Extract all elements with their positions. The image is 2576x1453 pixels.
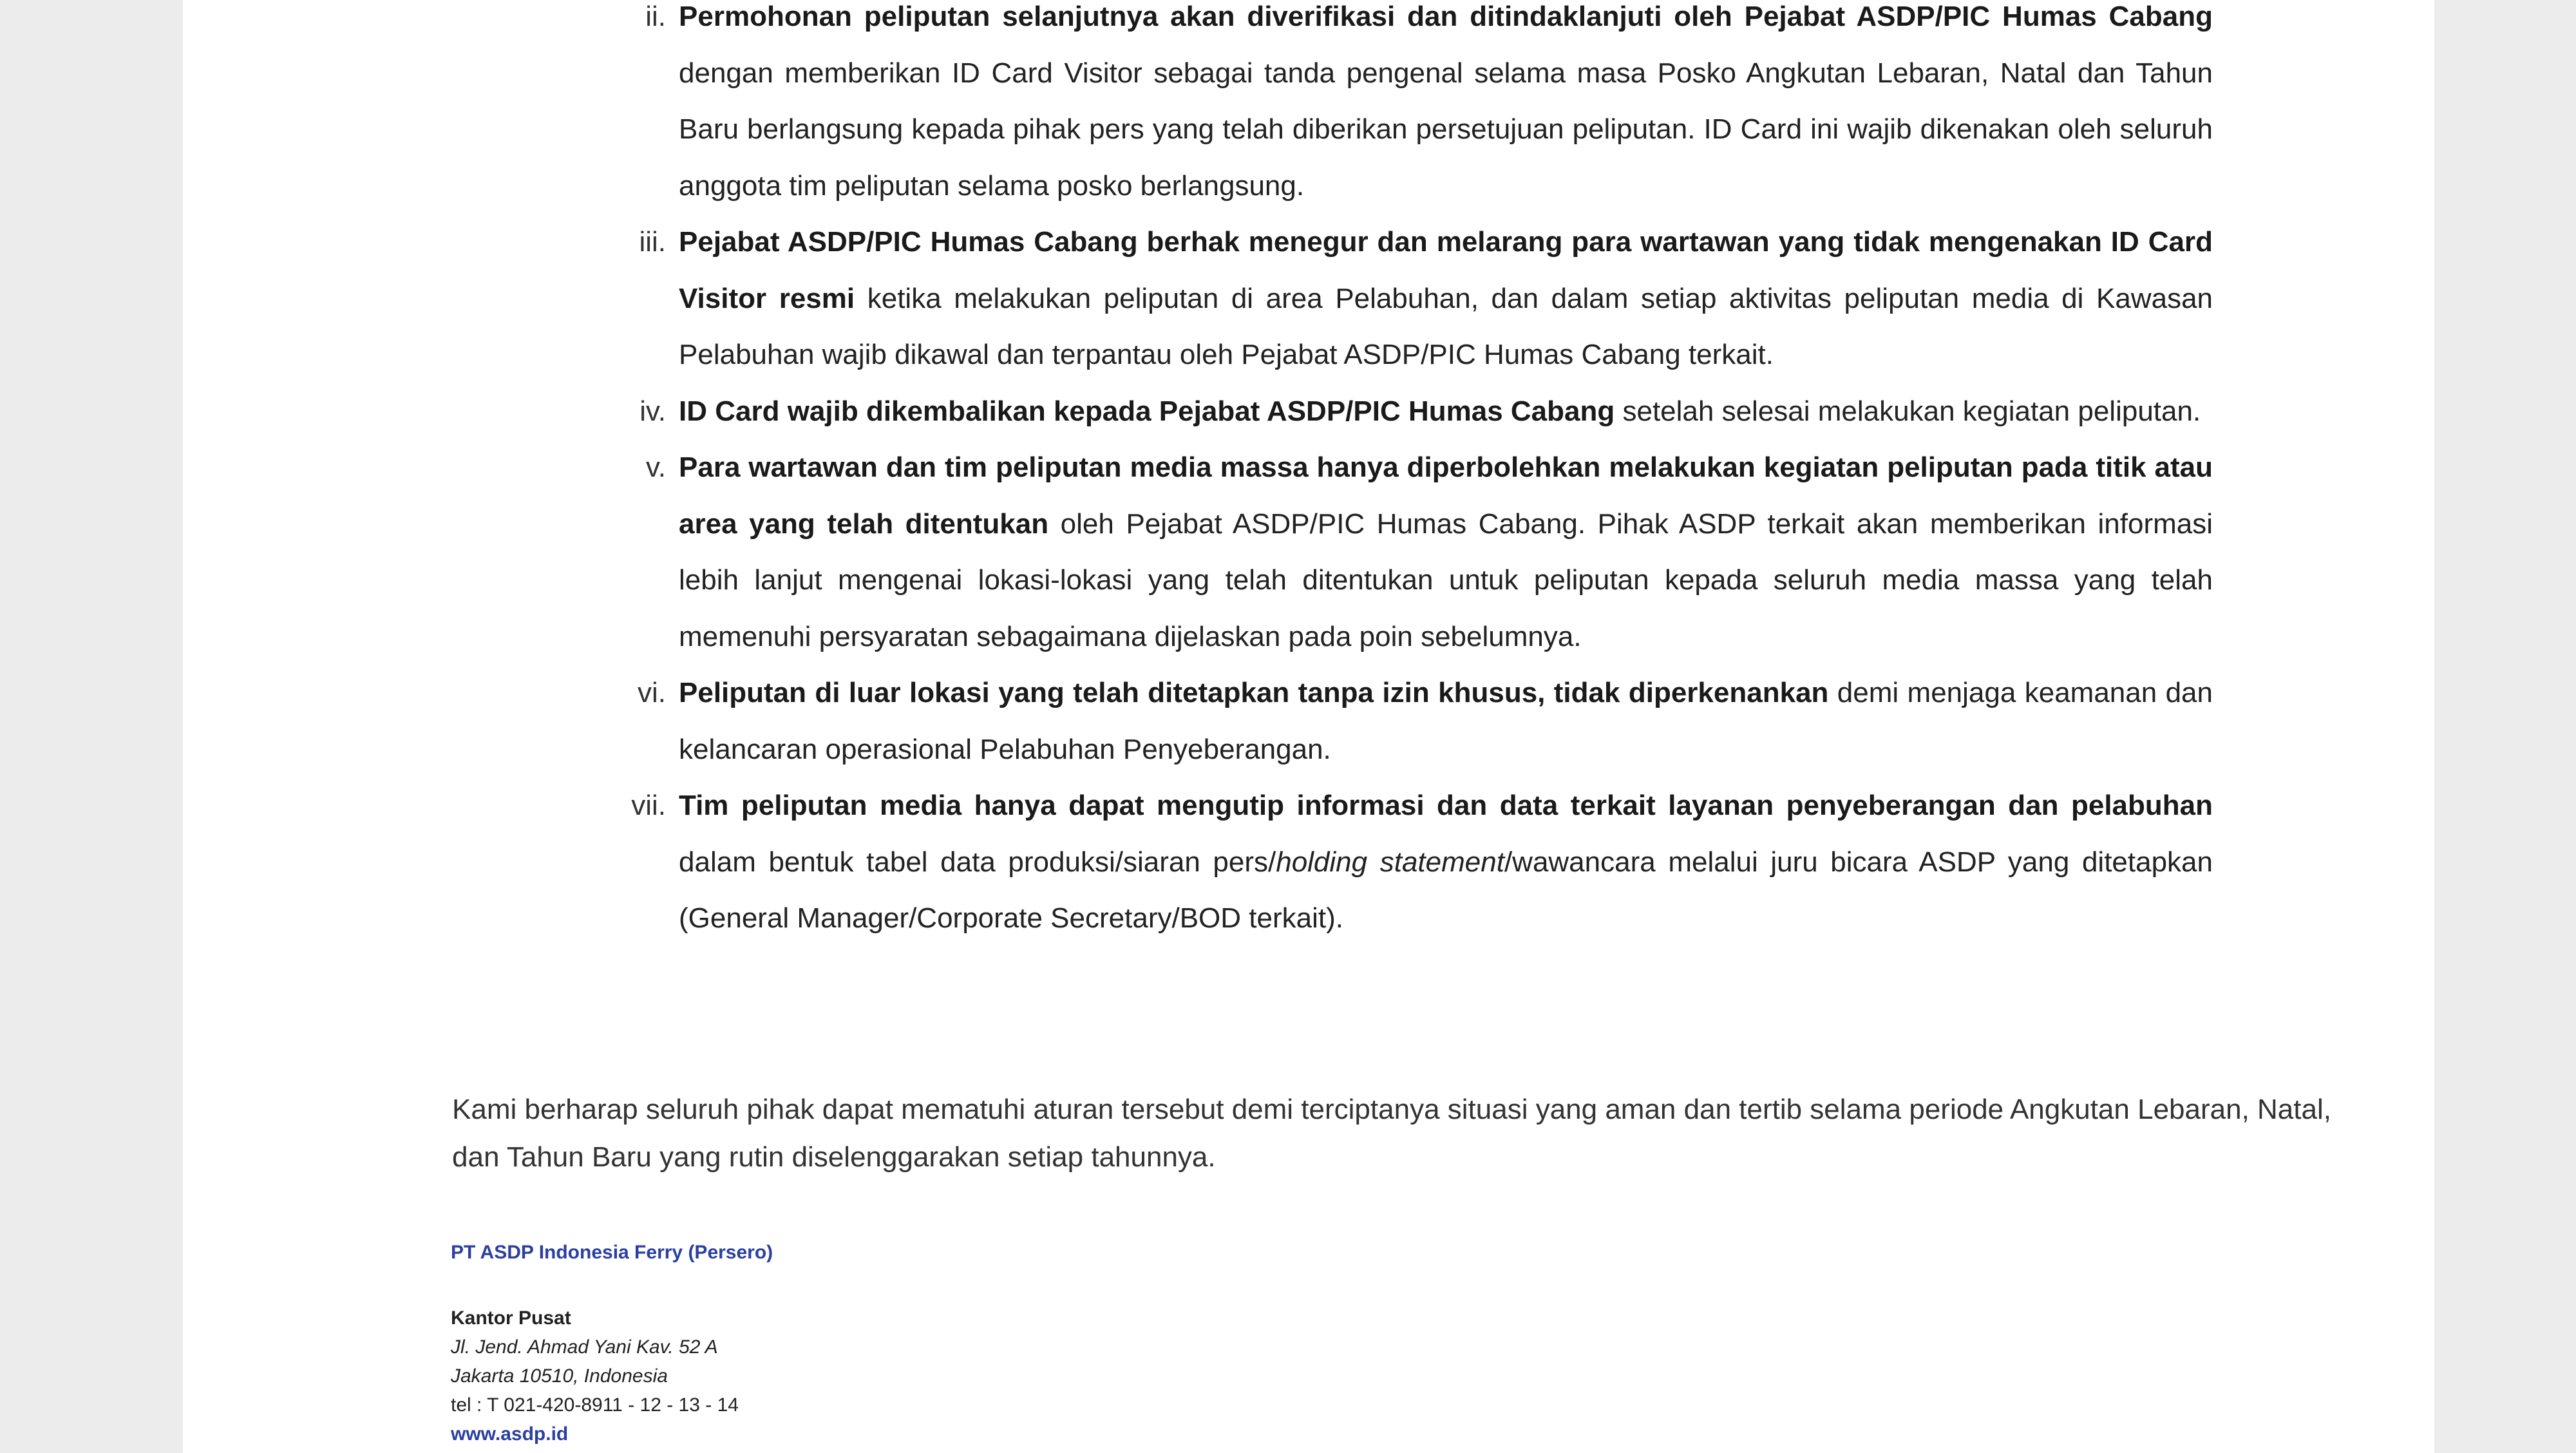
office-label: Kantor Pusat (451, 1307, 571, 1329)
list-item (646, 439, 2213, 665)
list-item-text: dengan memberikan ID Card Visitor sebagai tanda pengenal selama masa Posko Angkutan Lebaran, Natal dan Tahun Baru berlangsung kepada pihak pers yang telah diberikan persetujuan peliputan. ID Card ini wajib dikenakan oleh seluruh anggota tim peliputan selama posko berlangsung. (679, 57, 2213, 202)
list-item-bold-text: Tim peliputan media hanya dapat mengutip informasi dan data terkait layanan penyeberangan dan pelabuhan (679, 790, 2213, 821)
list-item-text: dalam bentuk tabel data produksi/siaran pers/ (679, 846, 1276, 878)
list-item-text-after: /wawancara melalui juru bicara ASDP yang ditetapkan (General Manager/Corporate Secretary/BOD terkait). (679, 846, 2213, 934)
list-item-number: vi. (638, 677, 666, 708)
office-address (451, 1304, 739, 1448)
list-item-bold-text: Pejabat ASDP/PIC Humas Cabang berhak menegur dan melarang para wartawan yang tidak mengenakan ID Card Visitor resmi (679, 226, 2213, 314)
list-item-text: oleh Pejabat ASDP/PIC Humas Cabang. Pihak ASDP terkait akan memberikan informasi lebih lanjut mengenai lokasi-lokasi yang telah ditentukan untuk peliputan kepada seluruh media massa yang telah memenuhi persyaratan sebagaimana dijelaskan pada poin sebelumnya. (679, 508, 2213, 652)
list-item-text: setelah selesai melakukan kegiatan peliputan. (1615, 395, 2201, 427)
document-page (183, 0, 2434, 1453)
list-item (631, 777, 2213, 947)
list-item-number: iii. (639, 226, 666, 258)
list-item (639, 214, 2213, 383)
list-item-number: v. (646, 451, 666, 483)
closing-paragraph: Kami berharap seluruh pihak dapat mematuhi aturan tersebut demi terciptanya situasi yang aman dan tertib selama periode Angkutan Lebaran, Natal, dan Tahun Baru yang rutin diselenggarakan setiap tahunnya. (452, 1094, 2331, 1173)
list-item-text: ketika melakukan peliputan di area Pelabuhan, dan dalam setiap aktivitas peliputan media di Kawasan Pelabuhan wajib dikawal dan terpantau oleh Pejabat ASDP/PIC Humas Cabang terkait. (679, 282, 2213, 370)
list-item (645, 0, 2213, 214)
list-item-bold-text: Permohonan peliputan selanjutnya akan diverifikasi dan ditindaklanjuti oleh Pejabat ASDP/PIC Humas Cabang (679, 1, 2213, 32)
list-item-bold-text: ID Card wajib dikembalikan kepada Pejabat ASDP/PIC Humas Cabang (679, 395, 1615, 427)
address-line: Jakarta 10510, Indonesia (451, 1365, 668, 1387)
address-line: Jl. Jend. Ahmad Yani Kav. 52 A (451, 1336, 718, 1358)
list-item-number: vii. (631, 790, 666, 821)
list-item-bold-text: Para wartawan dan tim peliputan media massa hanya diperbolehkan melakukan kegiatan peliputan pada titik atau area yang telah ditentukan (679, 451, 2213, 540)
numbered-list (183, 0, 2434, 947)
list-item-italic-text: holding statement (1276, 846, 1504, 878)
list-item-text: demi menjaga keamanan dan kelancaran operasional Pelabuhan Penyeberangan. (679, 677, 2213, 765)
list-item-number: iv. (639, 395, 666, 427)
company-name: PT ASDP Indonesia Ferry (Persero) (451, 1242, 773, 1263)
list-item-number: ii. (645, 1, 666, 32)
list-item (638, 665, 2213, 777)
phone-number: tel : T 021-420-8911 - 12 - 13 - 14 (451, 1394, 739, 1416)
website-link[interactable]: www.asdp.id (451, 1423, 569, 1445)
list-item (639, 383, 2213, 440)
list-item-bold-text: Peliputan di luar lokasi yang telah ditetapkan tanpa izin khusus, tidak diperkenankan (679, 677, 1829, 708)
